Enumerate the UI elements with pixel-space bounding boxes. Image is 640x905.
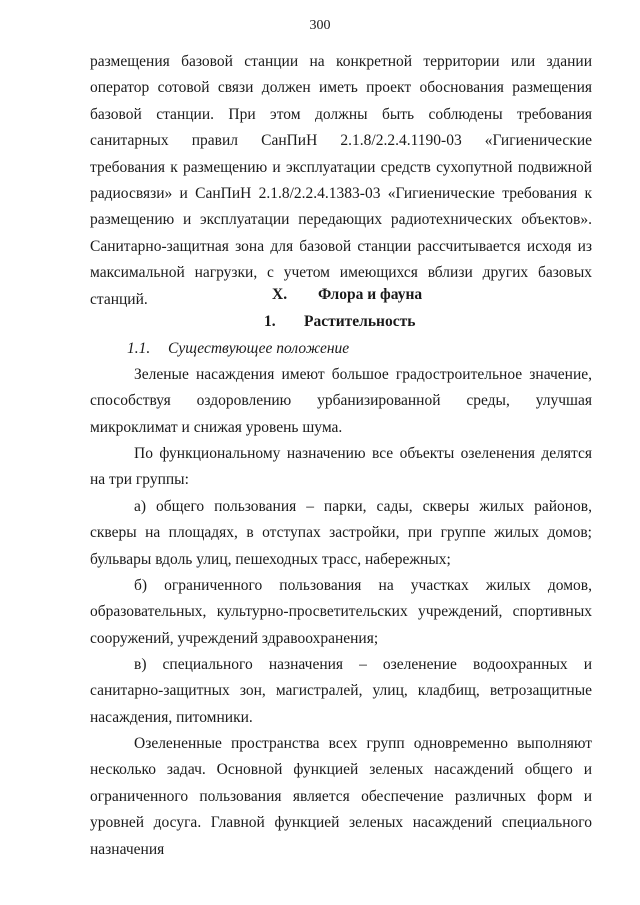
list-item-c: в) специального назначения – озеленение водоохранных и санитарно-защитных зон, магистралей, улиц, кладбищ, ветрозащитные насаждения, питомники.	[90, 656, 592, 726]
subsubsection-number: 1.1.	[127, 340, 151, 357]
intro-paragraph: размещения базовой станции на конкретной территории или здании оператор сотовой связи должен иметь проект обоснования размещения базовой станции. При этом должны быть соблюдены требования санитарных правил СанПиН 2.1.8/2.2.4.1190-03 «Гигиенические требования к размещению и эксплуатации средств сухопутной подвижной радиосвязи» и СанПиН 2.1.8/2.2.4.1383-03 «Гигиенические требования к размещению и эксплуатации передающих радиотехнических объектов». Санитарно-защитная зона для базовой станции рассчитывается исходя из максимальной нагрузки, с учетом имеющихся вблизи других базовых станций.	[90, 53, 592, 308]
paragraph-groups-intro: По функциональному назначению все объекты озеленения делятся на три группы:	[90, 445, 592, 489]
list-item-b: б) ограниченного пользования на участках жилых домов, образовательных, культурно-просветительских учреждений, спортивных сооружений, учреждений здравоохранения;	[90, 577, 592, 647]
section-title: Флора и фауна	[318, 286, 423, 303]
subsection-number: 1.	[264, 313, 276, 330]
section-number: X.	[272, 286, 288, 303]
paragraph-green-spaces: Зеленые насаждения имеют большое градостроительное значение, способствуя оздоровлению урбанизированной среды, улучшая микроклимат и снижая уровень шума.	[90, 366, 592, 436]
list-item-a: а) общего пользования – парки, сады, скверы жилых районов, скверы на площадях, в отступах застройки, при группе жилых домов; бульвары вдоль улиц, пешеходных трасс, набережных;	[90, 498, 592, 568]
paragraph-functions: Озелененные пространства всех групп одновременно выполняют несколько задач. Основной функцией зеленых насаждений общего и ограниченного пользования является обеспечение различных форм и уровней досуга. Главной функцией зеленых насаждений специального назначения	[90, 735, 592, 858]
subsubsection-title: Существующее положение	[168, 340, 350, 357]
page-number: 300	[309, 18, 331, 33]
subsection-title: Растительность	[304, 313, 416, 330]
